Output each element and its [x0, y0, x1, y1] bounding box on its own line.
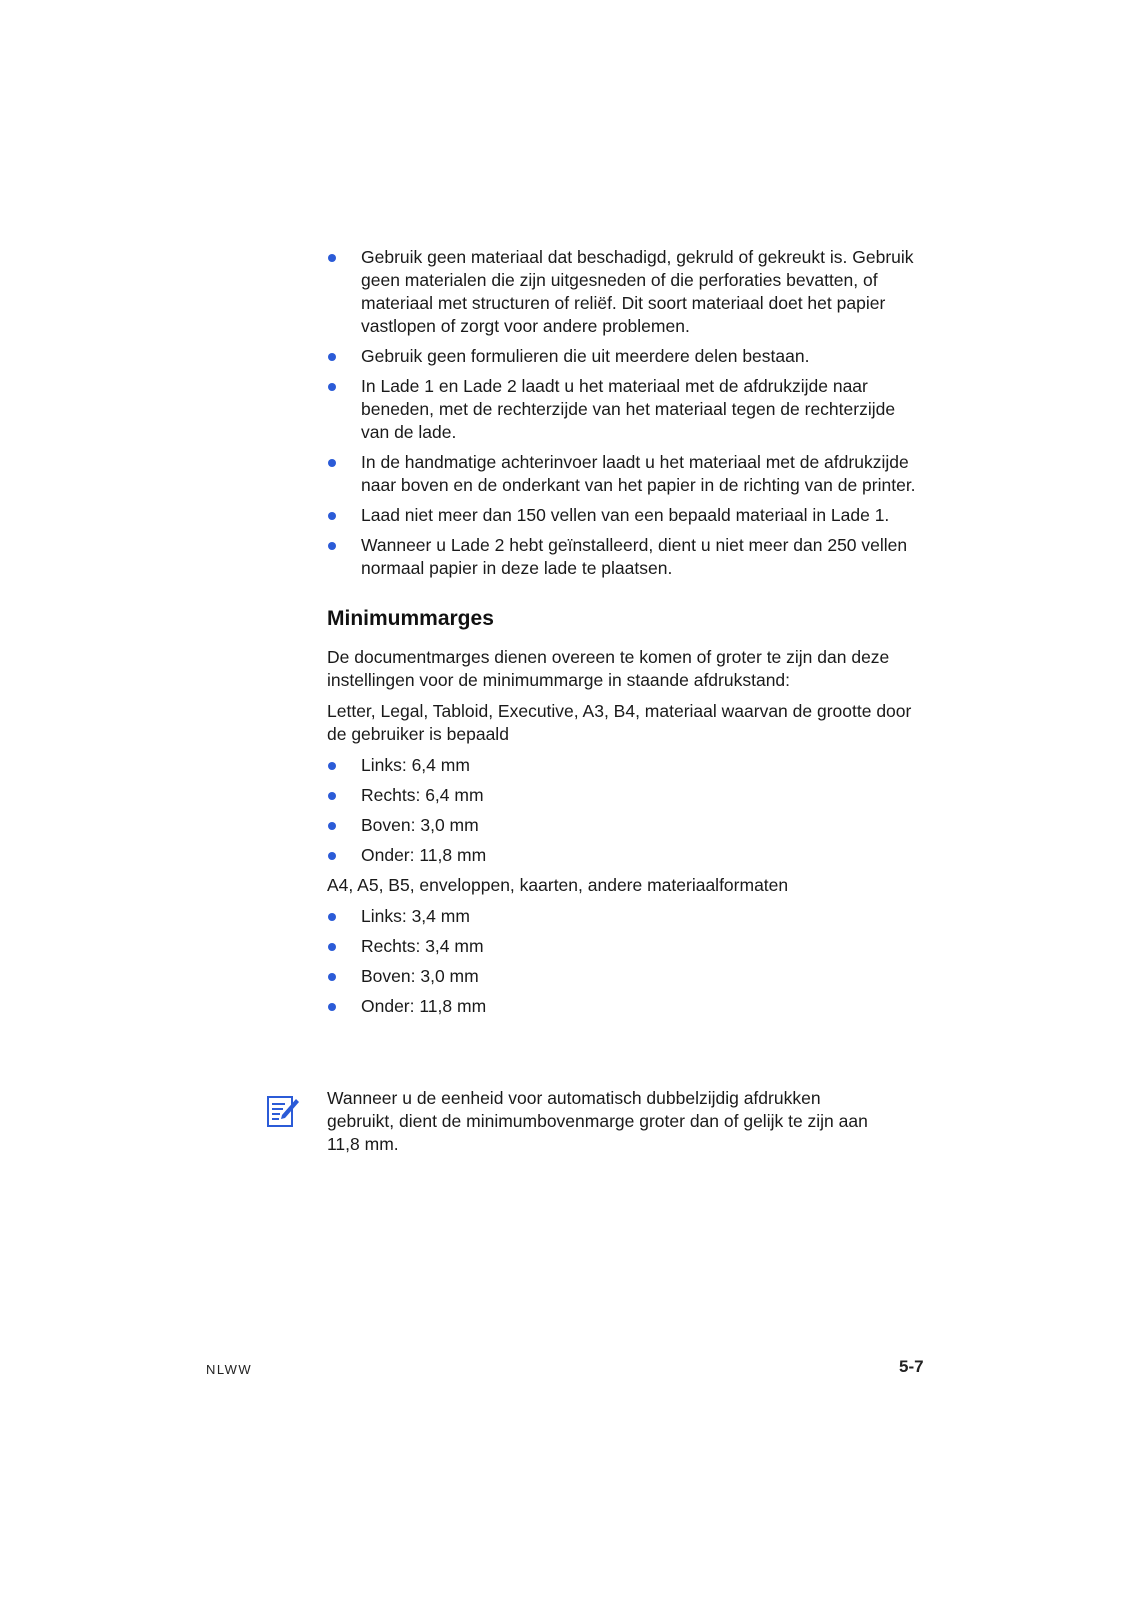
list-item-text: Gebruik geen materiaal dat beschadigd, gekruld of gekreukt is. Gebruik geen materialen die zijn uitgesneden of die perforaties bevatten, of materiaal met structuren of reliëf. Dit soort materiaal doet het papier vastlopen of zorgt voor andere problemen. — [361, 247, 914, 336]
bullet-icon — [328, 383, 336, 391]
list-item-text: Wanneer u Lade 2 hebt geïnstalleerd, dient u niet meer dan 250 vellen normaal papier in deze lade te plaatsen. — [361, 535, 908, 578]
list-item-text: Gebruik geen formulieren die uit meerdere delen bestaan. — [361, 346, 810, 366]
main-content — [327, 246, 927, 1025]
list-item — [327, 995, 927, 1018]
list-item — [327, 814, 927, 837]
list-item-text: In de handmatige achterinvoer laadt u het materiaal met de afdrukzijde naar boven en de onderkant van het papier in de richting van de printer. — [361, 452, 916, 495]
media-guidelines-list — [327, 246, 927, 580]
group2-label: A4, A5, B5, enveloppen, kaarten, andere materiaalformaten — [327, 875, 789, 895]
list-item-text: Links: 6,4 mm — [361, 755, 470, 775]
list-item — [327, 534, 927, 580]
bullet-icon — [328, 542, 336, 550]
group1-label: Letter, Legal, Tabloid, Executive, A3, B4, materiaal waarvan de grootte door de gebruiker is bepaald — [327, 701, 912, 744]
group1-margin-list — [327, 754, 927, 867]
list-item — [327, 965, 927, 988]
list-item — [327, 935, 927, 958]
list-item — [327, 451, 927, 497]
list-item-text: Onder: 11,8 mm — [361, 845, 487, 865]
list-item — [327, 246, 927, 338]
bullet-icon — [328, 943, 336, 951]
section-title: Minimummarges — [327, 607, 494, 630]
group2-margin-list — [327, 905, 927, 1018]
list-item — [327, 784, 927, 807]
list-item-text: Links: 3,4 mm — [361, 906, 470, 926]
bullet-icon — [328, 852, 336, 860]
bullet-icon — [328, 512, 336, 520]
list-item-text: Onder: 11,8 mm — [361, 996, 487, 1016]
section-intro: De documentmarges dienen overeen te komen of groter te zijn dan deze instellingen voor de minimummarge in staande afdrukstand: — [327, 647, 890, 690]
bullet-icon — [328, 913, 336, 921]
list-item-text: Rechts: 6,4 mm — [361, 785, 484, 805]
bullet-icon — [328, 459, 336, 467]
list-item-text: Boven: 3,0 mm — [361, 815, 479, 835]
list-item — [327, 844, 927, 867]
note-pencil-icon — [265, 1093, 301, 1129]
bullet-icon — [328, 254, 336, 262]
list-item — [327, 504, 927, 527]
list-item — [327, 754, 927, 777]
bullet-icon — [328, 973, 336, 981]
list-item-text: In Lade 1 en Lade 2 laadt u het materiaal met de afdrukzijde naar beneden, met de rechterzijde van het materiaal tegen de rechterzijde van de lade. — [361, 376, 896, 442]
bullet-icon — [328, 1003, 336, 1011]
bullet-icon — [328, 762, 336, 770]
list-item-text: Laad niet meer dan 150 vellen van een bepaald materiaal in Lade 1. — [361, 505, 890, 525]
list-item — [327, 375, 927, 444]
list-item-text: Boven: 3,0 mm — [361, 966, 479, 986]
list-item — [327, 345, 927, 368]
page-number: 5-7 — [899, 1357, 924, 1376]
list-item-text: Rechts: 3,4 mm — [361, 936, 484, 956]
bullet-icon — [328, 353, 336, 361]
note-text: Wanneer u de eenheid voor automatisch dubbelzijdig afdrukken gebruikt, dient de minimumbovenmarge groter dan of gelijk te zijn aan 11,8 mm. — [327, 1088, 868, 1154]
footer-language-code: NLWW — [206, 1362, 253, 1377]
bullet-icon — [328, 792, 336, 800]
list-item — [327, 905, 927, 928]
bullet-icon — [328, 822, 336, 830]
